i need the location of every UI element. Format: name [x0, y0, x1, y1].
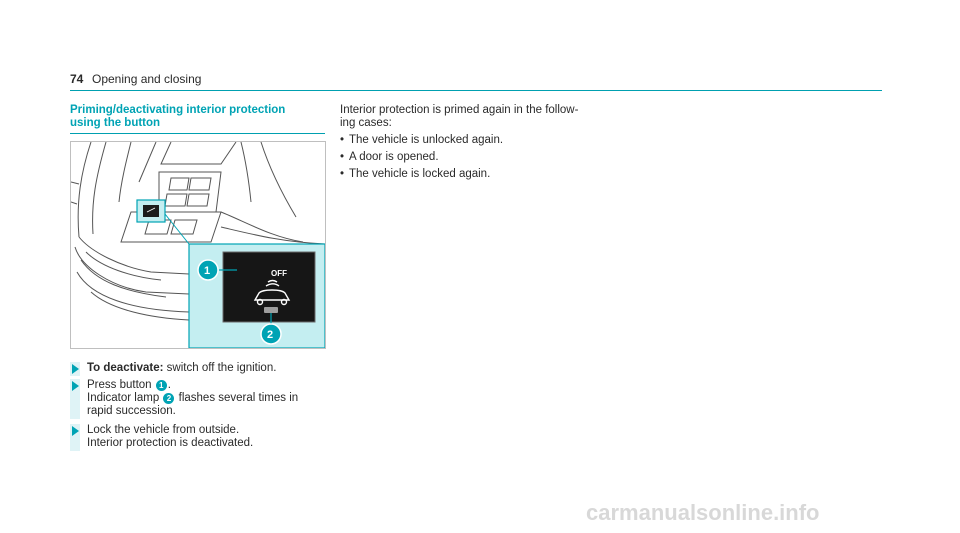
step-text-part: .	[167, 379, 171, 391]
page-number: 74	[70, 72, 84, 86]
step-text	[87, 362, 325, 375]
callout-2-text: 2	[267, 329, 274, 341]
step-deactivate	[70, 362, 326, 376]
step-line: rapid succession.	[87, 405, 176, 417]
watermark: carmanualsonline.info	[586, 500, 820, 525]
callout-badge-1: 1	[156, 380, 167, 391]
section-rule	[70, 133, 325, 134]
step-arrow-icon	[72, 381, 79, 391]
bullet-list	[340, 134, 600, 181]
step-text-part: flashes several times in	[175, 392, 299, 404]
step-line	[87, 379, 325, 392]
section-heading-line-2: using the button	[70, 117, 161, 129]
off-label: OFF	[271, 269, 287, 278]
step-text-part: Indicator lamp	[87, 392, 163, 404]
section-heading-line-1: Priming/deactivating interior protection	[70, 104, 286, 116]
step-arrow-icon	[72, 364, 79, 374]
small-button	[143, 205, 159, 217]
callout-1-text: 1	[204, 265, 211, 277]
callout-badge-2: 2	[163, 393, 174, 404]
bullet-item: • A door is opened.	[340, 151, 600, 164]
right-column	[340, 104, 600, 185]
step-lock-vehicle	[70, 424, 326, 451]
step-arrow-icon	[72, 426, 79, 436]
page-header	[70, 72, 882, 90]
step-bold-label: To deactivate:	[87, 362, 164, 374]
step-line: Lock the vehicle from outside.	[87, 424, 240, 436]
step-text	[87, 379, 325, 418]
step-text	[87, 424, 325, 450]
intro-line-1: Interior protection is primed again in the follow-	[340, 104, 579, 116]
step-line	[87, 392, 325, 405]
step-description: switch off the ignition.	[163, 362, 277, 374]
header-rule	[70, 90, 882, 91]
overhead-control-panel-illustration	[71, 142, 325, 348]
step-press-button	[70, 379, 326, 419]
bullet-item: • The vehicle is unlocked again.	[340, 134, 600, 147]
overhead-control-panel-figure	[70, 141, 326, 349]
bullet-item: • The vehicle is locked again.	[340, 168, 600, 181]
intro-line-2: ing cases:	[340, 117, 392, 129]
section-heading	[70, 104, 325, 130]
step-text-part: Press button	[87, 379, 155, 391]
step-line: Interior protection is deactivated.	[87, 437, 254, 449]
indicator-lamp	[264, 307, 278, 313]
running-title: Opening and closing	[92, 72, 202, 86]
